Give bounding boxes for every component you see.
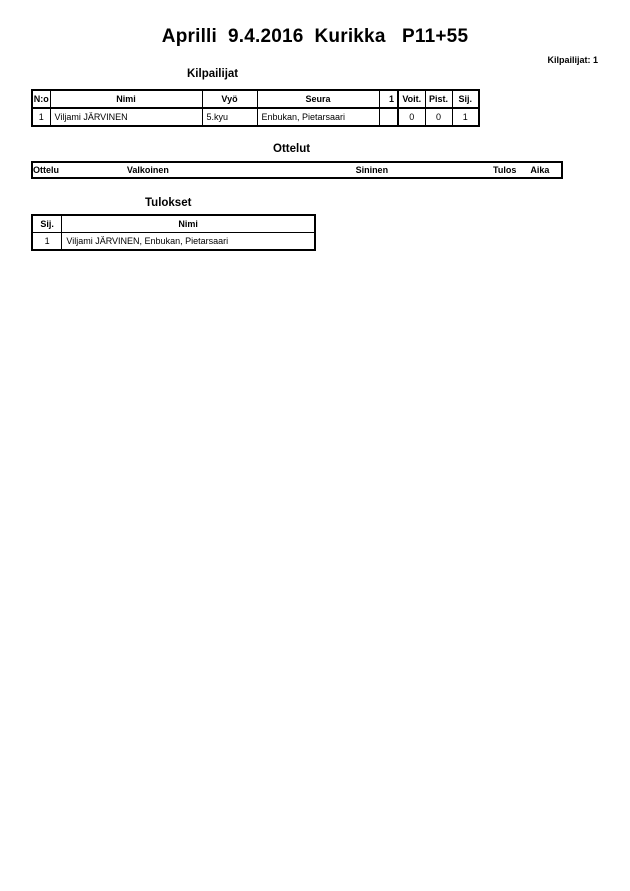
table-row bbox=[32, 108, 479, 126]
col-header-wins: Voit. bbox=[398, 90, 425, 108]
col-header-blue: Sininen bbox=[355, 165, 389, 175]
competitors-section-title: Kilpailijat bbox=[187, 68, 239, 80]
matches-header-row bbox=[32, 162, 562, 178]
col-header-name: Nimi bbox=[50, 90, 202, 108]
competitors-header-row bbox=[32, 90, 479, 108]
competitor-wins: 0 bbox=[398, 108, 425, 126]
results-header-row bbox=[32, 215, 315, 233]
col-header-belt: Vyö bbox=[202, 90, 257, 108]
results-table bbox=[31, 214, 316, 251]
col-header-time: Aika bbox=[530, 165, 550, 175]
table-row bbox=[32, 233, 315, 251]
col-header-match: Ottelu bbox=[33, 165, 59, 175]
competitor-name: Viljami JÄRVINEN bbox=[50, 108, 202, 126]
col-header-club: Seura bbox=[257, 90, 379, 108]
col-header-result: Tulos bbox=[493, 165, 517, 175]
competitor-belt: 5.kyu bbox=[202, 108, 257, 126]
col-header-round-1: 1 bbox=[379, 90, 398, 108]
page-title: Aprilli 9.4.2016 Kurikka P11+55 bbox=[161, 26, 469, 47]
matches-section-title: Ottelut bbox=[273, 143, 311, 155]
col-header-white: Valkoinen bbox=[126, 165, 169, 175]
col-header-name: Nimi bbox=[62, 215, 315, 233]
competitor-no: 1 bbox=[32, 108, 50, 126]
competitors-table bbox=[31, 89, 480, 127]
col-header-place: Sij. bbox=[452, 90, 479, 108]
competitor-round-1 bbox=[379, 108, 398, 126]
result-place: 1 bbox=[32, 233, 62, 251]
competitor-points: 0 bbox=[425, 108, 452, 126]
competitor-place: 1 bbox=[452, 108, 479, 126]
col-header-points: Pist. bbox=[425, 90, 452, 108]
matches-table bbox=[31, 161, 563, 179]
competitor-count: Kilpailijat: 1 bbox=[547, 55, 598, 65]
col-header-place: Sij. bbox=[40, 219, 54, 229]
competitor-club: Enbukan, Pietarsaari bbox=[257, 108, 379, 126]
result-name: Viljami JÄRVINEN, Enbukan, Pietarsaari bbox=[62, 233, 315, 251]
col-header-no: N:o bbox=[33, 94, 49, 104]
results-section-title: Tulokset bbox=[145, 197, 192, 209]
